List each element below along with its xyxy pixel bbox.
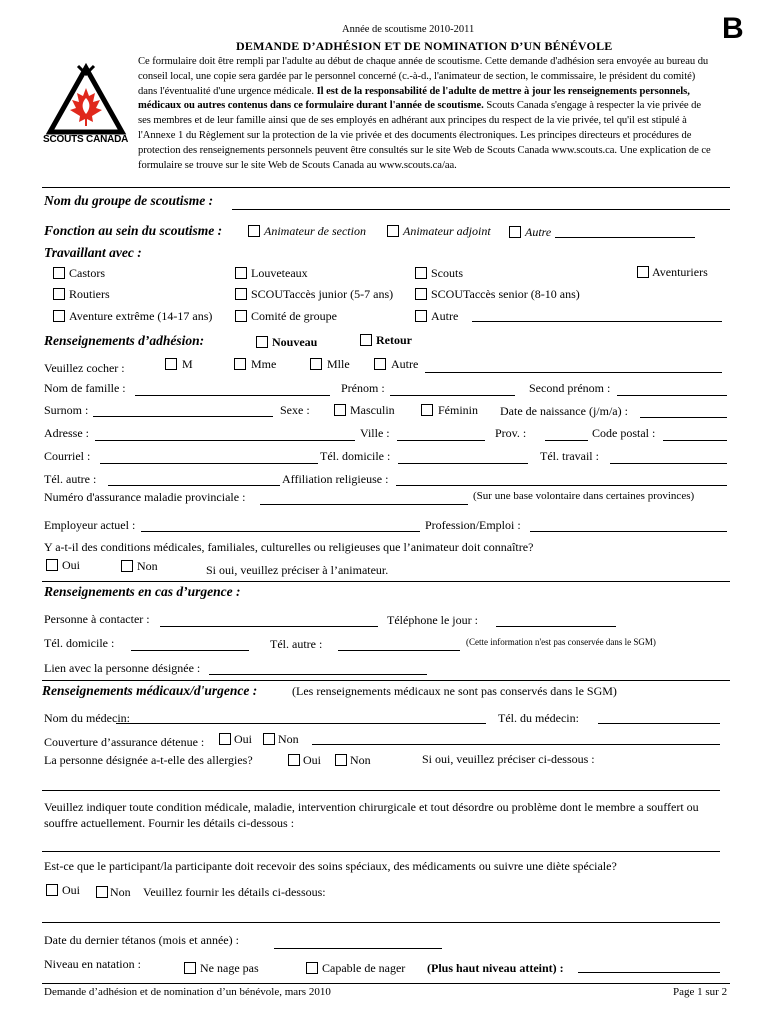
profession-label: Profession/Emploi :	[425, 518, 521, 532]
religion-field[interactable]	[396, 485, 727, 486]
option-aventure-extreme: Aventure extrême (14-17 ans)	[69, 309, 213, 323]
checkbox-conditions-non[interactable]	[121, 560, 133, 572]
first-name-field[interactable]	[390, 395, 515, 396]
role-autre-field[interactable]	[555, 237, 695, 238]
special-details-field[interactable]	[42, 922, 720, 923]
checkbox-aventuriers[interactable]	[637, 266, 649, 278]
checkbox-castors[interactable]	[53, 267, 65, 279]
doctor-phone-field[interactable]	[598, 723, 720, 724]
option-nouveau: Nouveau	[272, 335, 318, 349]
checkbox-scoutacces-senior[interactable]	[415, 288, 427, 300]
option-conditions-non: Non	[137, 559, 158, 573]
emergency-home-phone-label: Tél. domicile :	[44, 636, 115, 650]
sex-label: Sexe :	[280, 403, 310, 417]
email-field[interactable]	[100, 463, 318, 464]
option-special-non: Non	[110, 885, 131, 899]
work-phone-field[interactable]	[610, 463, 727, 464]
option-allergies-oui: Oui	[303, 753, 321, 767]
conditions-question: Y a-t-il des conditions médicales, familiales, culturelles ou religieuses que l’animateur doit connaître?	[44, 540, 534, 554]
option-m: M	[182, 357, 193, 371]
checkbox-m[interactable]	[165, 358, 177, 370]
option-mlle: Mlle	[327, 357, 350, 371]
option-with-autre: Autre	[431, 309, 459, 323]
option-special-oui: Oui	[62, 883, 80, 897]
medical-note: (Les renseignements médicaux ne sont pas conservés dans le SGM)	[292, 684, 617, 698]
checkbox-retour[interactable]	[360, 334, 372, 346]
option-scoutacces-senior: SCOUTaccès senior (8-10 ans)	[431, 287, 580, 301]
role-label: Fonction au sein du scoutisme :	[44, 223, 223, 238]
allergies-label: La personne désignée a-t-elle des allergies?	[44, 753, 253, 767]
option-animateur-section: Animateur de section	[264, 224, 366, 238]
medical-conditions-text: Veuillez indiquer toute condition médicale, maladie, intervention chirurgicale et tout désordre ou problème dont le membre a souffert ou souffre actuellement. Fournir les détails ci-dessous :	[44, 800, 699, 830]
second-name-label: Second prénom :	[529, 381, 611, 395]
membership-label: Renseignements d’adhésion:	[44, 333, 205, 348]
option-scoutacces-junior: SCOUTaccès junior (5-7 ans)	[251, 287, 394, 301]
nickname-label: Surnom :	[44, 403, 89, 417]
checkbox-can-swim[interactable]	[306, 962, 318, 974]
contact-person-field[interactable]	[160, 626, 378, 627]
option-castors: Castors	[69, 266, 105, 280]
postal-code-label: Code postal :	[592, 426, 656, 440]
work-phone-label: Tél. travail :	[540, 449, 599, 463]
option-title-autre: Autre	[391, 357, 419, 371]
option-insurance-non: Non	[278, 732, 299, 746]
title-check-label: Veuillez cocher :	[44, 361, 125, 375]
group-name-label: Nom du groupe de scoutisme :	[44, 193, 214, 208]
conditions-note: Si oui, veuillez préciser à l’animateur.	[206, 563, 389, 577]
option-aventuriers: Aventuriers	[652, 265, 708, 279]
checkbox-comite-groupe[interactable]	[235, 310, 247, 322]
insurance-label: Couverture d’assurance détenue :	[44, 735, 205, 749]
medical-conditions-field[interactable]	[42, 851, 720, 852]
logo-text: SCOUTS CANADA	[43, 134, 129, 145]
checkbox-feminin[interactable]	[421, 404, 433, 416]
day-phone-field[interactable]	[496, 626, 616, 627]
day-phone-label: Téléphone le jour :	[387, 613, 478, 627]
checkbox-masculin[interactable]	[334, 404, 346, 416]
option-animateur-adjoint: Animateur adjoint	[403, 224, 491, 238]
checkbox-conditions-oui[interactable]	[46, 559, 58, 571]
checkbox-no-swim[interactable]	[184, 962, 196, 974]
address-field[interactable]	[95, 440, 355, 441]
option-masculin: Masculin	[350, 403, 395, 417]
allergies-details-field[interactable]	[42, 790, 720, 791]
option-retour: Retour	[376, 333, 412, 347]
city-field[interactable]	[397, 440, 485, 441]
tetanus-label: Date du dernier tétanos (mois et année) :	[44, 933, 239, 947]
divider-medical	[42, 680, 730, 681]
checkbox-nouveau[interactable]	[256, 336, 268, 348]
prov-field[interactable]	[545, 440, 588, 441]
intro-text-1: Ce formulaire doit être rempli par l'adulte au début de chaque année de scoutisme. Cette demande d'adhésion sera envoyée au bureau du conseil local, une copie sera gardée par le personnel concerné (c.-à-d., l'animateur de section, le commissaire, le président du comité) dans l'éventualité d'une urgence médicale.	[138, 56, 709, 97]
divider-emergency	[42, 581, 730, 582]
checkbox-special-non[interactable]	[96, 886, 108, 898]
option-conditions-oui: Oui	[62, 558, 80, 572]
option-can-swim: Capable de nager	[322, 961, 406, 975]
checkbox-insurance-oui[interactable]	[219, 733, 231, 745]
checkbox-routiers[interactable]	[53, 288, 65, 300]
option-comite-groupe: Comité de groupe	[251, 309, 337, 323]
highest-level-field[interactable]	[578, 972, 720, 973]
footer-divider	[42, 983, 730, 984]
home-phone-label: Tél. domicile :	[320, 449, 391, 463]
option-role-autre: Autre	[525, 225, 552, 239]
option-routiers: Routiers	[69, 287, 110, 301]
intro-text-2: Scouts Canada s'engage à respecter la vie privée de ses membres et de leur famille ainsi que de ses employés en adhérant aux principes du respect de la vie privée, tel qu'il est stipulé à l'Annexe 1 du Règlement sur la protection de la vie privée et des documents électroniques. Les principes directeurs et procédures de protection des renseignements personnels peuvent être consultés sur le site Web de Scouts Canada www.scouts.ca. Une explication de ce formulaire se trouve sur le site Web de Scouts Canada au www.scouts.ca/aa.	[138, 100, 711, 171]
health-number-note: (Sur une base volontaire dans certaines provinces)	[473, 490, 695, 502]
checkbox-scouts[interactable]	[415, 267, 427, 279]
other-phone-label: Tél. autre :	[44, 472, 97, 486]
prov-label: Prov. :	[495, 426, 527, 440]
checkbox-mme[interactable]	[234, 358, 246, 370]
intro-bold-text: Il est de la responsabilité de l'adulte de mettre à jour les renseignements personnels, médicaux ou autres contenus dans ce formulaire durant l'année de scoutisme.	[138, 85, 690, 112]
checkbox-scoutacces-junior[interactable]	[235, 288, 247, 300]
insurance-field[interactable]	[312, 744, 720, 745]
with-autre-field[interactable]	[472, 321, 722, 322]
sgm-note: (Cette information n'est pas conservée dans le SGM)	[466, 637, 656, 647]
school-year: Année de scoutisme 2010-2011	[342, 24, 475, 35]
form-letter: B	[722, 12, 744, 45]
profession-field[interactable]	[530, 531, 727, 532]
religion-label: Affiliation religieuse :	[282, 472, 389, 486]
special-care-question: Est-ce que le participant/la participante doit recevoir des soins spéciaux, des médicaments ou suivre une diète spéciale?	[44, 859, 617, 873]
address-label: Adresse :	[44, 426, 89, 440]
checkbox-allergies-non[interactable]	[335, 754, 347, 766]
checkbox-animateur-adjoint[interactable]	[387, 225, 399, 237]
page-number: Page 1 sur 2	[673, 986, 728, 998]
employer-label: Employeur actuel :	[44, 518, 136, 532]
other-phone-field[interactable]	[108, 485, 280, 486]
relation-field[interactable]	[209, 674, 427, 675]
doctor-name-label: Nom du médecin:	[44, 711, 130, 725]
employer-field[interactable]	[141, 531, 420, 532]
checkbox-title-autre[interactable]	[374, 358, 386, 370]
divider-top	[42, 187, 730, 188]
option-mme: Mme	[251, 357, 277, 371]
title-autre-field[interactable]	[425, 372, 722, 373]
checkbox-mlle[interactable]	[310, 358, 322, 370]
email-label: Courriel :	[44, 449, 91, 463]
option-scouts: Scouts	[431, 266, 464, 280]
option-louveteaux: Louveteaux	[251, 266, 308, 280]
form-title: DEMANDE D’ADHÉSION ET DE NOMINATION D’UN BÉNÉVOLE	[236, 39, 613, 53]
checkbox-aventure-extreme[interactable]	[53, 310, 65, 322]
doctor-phone-label: Tél. du médecin:	[498, 711, 579, 725]
family-name-label: Nom de famille :	[44, 381, 126, 395]
option-allergies-non: Non	[350, 753, 371, 767]
second-name-field[interactable]	[617, 395, 727, 396]
checkbox-animateur-section[interactable]	[248, 225, 260, 237]
postal-code-field[interactable]	[663, 440, 727, 441]
swim-level-label: Niveau en natation :	[44, 957, 141, 971]
footer-title: Demande d’adhésion et de nomination d’un bénévole, mars 2010	[44, 986, 331, 998]
intro-paragraph	[138, 55, 713, 173]
relation-label: Lien avec la personne désignée :	[44, 661, 201, 675]
allergies-note: Si oui, veuillez préciser ci-dessous :	[422, 752, 595, 766]
health-number-label: Numéro d'assurance maladie provinciale :	[44, 490, 246, 504]
family-name-field[interactable]	[135, 395, 330, 396]
checkbox-role-autre[interactable]	[509, 226, 521, 238]
city-label: Ville :	[360, 426, 390, 440]
checkbox-insurance-non[interactable]	[263, 733, 275, 745]
option-no-swim: Ne nage pas	[200, 961, 259, 975]
contact-person-label: Personne à contacter :	[44, 612, 150, 626]
checkbox-allergies-oui[interactable]	[288, 754, 300, 766]
option-insurance-oui: Oui	[234, 732, 252, 746]
checkbox-special-oui[interactable]	[46, 884, 58, 896]
group-name-field[interactable]	[232, 209, 730, 210]
working-with-label: Travaillant avec :	[44, 245, 142, 260]
dob-field[interactable]	[640, 417, 727, 418]
health-number-field[interactable]	[260, 504, 468, 505]
doctor-name-field[interactable]	[116, 723, 486, 724]
tetanus-field[interactable]	[274, 948, 442, 949]
emergency-other-phone-label: Tél. autre :	[270, 637, 323, 651]
dob-label: Date de naissance (j/m/a) :	[500, 404, 628, 418]
first-name-label: Prénom :	[341, 381, 385, 395]
home-phone-field[interactable]	[398, 463, 528, 464]
emergency-label: Renseignements en cas d’urgence :	[44, 584, 241, 599]
emergency-home-phone-field[interactable]	[131, 650, 249, 651]
medical-label: Renseignements médicaux/d'urgence :	[42, 683, 258, 698]
option-feminin: Féminin	[438, 403, 479, 417]
nickname-field[interactable]	[93, 416, 273, 417]
checkbox-with-autre[interactable]	[415, 310, 427, 322]
special-details-label: Veuillez fournir les détails ci-dessous:	[143, 885, 326, 899]
emergency-other-phone-field[interactable]	[338, 650, 460, 651]
checkbox-louveteaux[interactable]	[235, 267, 247, 279]
highest-level-label: (Plus haut niveau atteint) :	[427, 961, 564, 975]
